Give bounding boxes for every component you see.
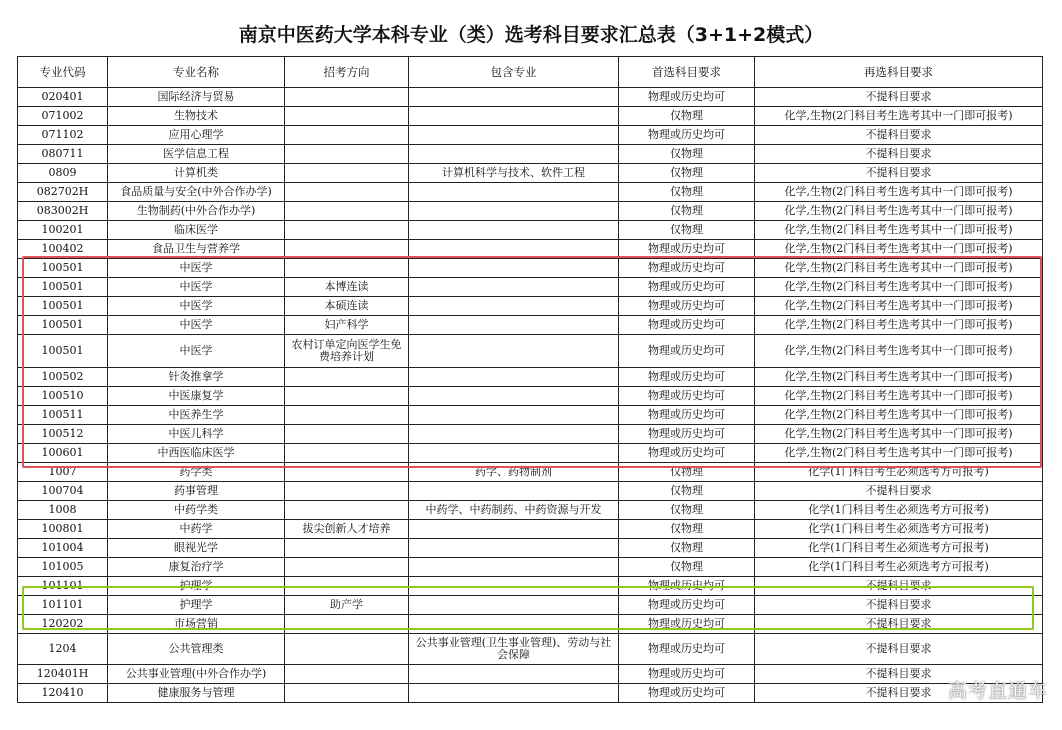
cell-direction <box>285 387 409 406</box>
cell-included-majors <box>409 88 619 107</box>
cell-direction: 本博连读 <box>285 278 409 297</box>
cell-code: 101004 <box>18 539 108 558</box>
cell-direction <box>285 145 409 164</box>
cell-code: 100501 <box>18 259 108 278</box>
cell-included-majors: 中药学、中药制药、中药资源与开发 <box>409 501 619 520</box>
cell-second-subject: 化学,生物(2门科目考生选考其中一门即可报考) <box>755 406 1043 425</box>
cell-code: 1008 <box>18 501 108 520</box>
cell-included-majors <box>409 278 619 297</box>
cell-included-majors <box>409 259 619 278</box>
cell-first-subject: 仅物理 <box>619 145 755 164</box>
cell-first-subject: 物理或历史均可 <box>619 596 755 615</box>
cell-code: 100502 <box>18 368 108 387</box>
header-major-name: 专业名称 <box>108 57 285 88</box>
cell-code: 1007 <box>18 463 108 482</box>
cell-included-majors: 药学、药物制剂 <box>409 463 619 482</box>
cell-included-majors <box>409 684 619 703</box>
cell-direction <box>285 88 409 107</box>
cell-second-subject: 化学,生物(2门科目考生选考其中一门即可报考) <box>755 107 1043 126</box>
cell-first-subject: 仅物理 <box>619 520 755 539</box>
cell-second-subject: 不提科目要求 <box>755 596 1043 615</box>
cell-direction: 助产学 <box>285 596 409 615</box>
table-row <box>18 202 1043 221</box>
cell-first-subject: 仅物理 <box>619 463 755 482</box>
cell-code: 082702H <box>18 183 108 202</box>
table-row <box>18 164 1043 183</box>
cell-major-name: 护理学 <box>108 577 285 596</box>
cell-code: 100511 <box>18 406 108 425</box>
cell-included-majors: 计算机科学与技术、软件工程 <box>409 164 619 183</box>
cell-code: 100512 <box>18 425 108 444</box>
cell-included-majors <box>409 145 619 164</box>
cell-direction <box>285 482 409 501</box>
header-code: 专业代码 <box>18 57 108 88</box>
table-row <box>18 539 1043 558</box>
cell-second-subject: 不提科目要求 <box>755 164 1043 183</box>
cell-code: 071002 <box>18 107 108 126</box>
cell-second-subject: 化学(1门科目考生必须选考方可报考) <box>755 558 1043 577</box>
table-row <box>18 558 1043 577</box>
cell-included-majors <box>409 425 619 444</box>
cell-major-name: 中医学 <box>108 278 285 297</box>
cell-second-subject: 化学,生物(2门科目考生选考其中一门即可报考) <box>755 259 1043 278</box>
cell-first-subject: 物理或历史均可 <box>619 634 755 665</box>
cell-second-subject: 不提科目要求 <box>755 88 1043 107</box>
cell-direction <box>285 501 409 520</box>
cell-major-name: 公共管理类 <box>108 634 285 665</box>
table-row <box>18 368 1043 387</box>
table-row <box>18 297 1043 316</box>
cell-major-name: 健康服务与管理 <box>108 684 285 703</box>
cell-major-name: 中医学 <box>108 297 285 316</box>
cell-code: 100501 <box>18 316 108 335</box>
table-row <box>18 316 1043 335</box>
cell-first-subject: 物理或历史均可 <box>619 665 755 684</box>
table-row <box>18 387 1043 406</box>
cell-direction <box>285 558 409 577</box>
cell-first-subject: 物理或历史均可 <box>619 368 755 387</box>
cell-code: 1204 <box>18 634 108 665</box>
cell-major-name: 生物制药(中外合作办学) <box>108 202 285 221</box>
cell-first-subject: 物理或历史均可 <box>619 425 755 444</box>
table-row <box>18 615 1043 634</box>
cell-second-subject: 化学,生物(2门科目考生选考其中一门即可报考) <box>755 297 1043 316</box>
cell-second-subject: 不提科目要求 <box>755 634 1043 665</box>
cell-direction <box>285 183 409 202</box>
cell-first-subject: 物理或历史均可 <box>619 335 755 368</box>
cell-second-subject: 化学,生物(2门科目考生选考其中一门即可报考) <box>755 316 1043 335</box>
cell-second-subject: 化学(1门科目考生必须选考方可报考) <box>755 539 1043 558</box>
cell-second-subject: 化学,生物(2门科目考生选考其中一门即可报考) <box>755 202 1043 221</box>
cell-major-name: 中医康复学 <box>108 387 285 406</box>
cell-major-name: 眼视光学 <box>108 539 285 558</box>
cell-code: 020401 <box>18 88 108 107</box>
table-row <box>18 501 1043 520</box>
table-row <box>18 482 1043 501</box>
cell-direction <box>285 634 409 665</box>
cell-first-subject: 物理或历史均可 <box>619 126 755 145</box>
cell-included-majors <box>409 558 619 577</box>
cell-direction <box>285 577 409 596</box>
cell-included-majors <box>409 596 619 615</box>
cell-second-subject: 不提科目要求 <box>755 145 1043 164</box>
cell-second-subject: 化学,生物(2门科目考生选考其中一门即可报考) <box>755 387 1043 406</box>
cell-code: 120401H <box>18 665 108 684</box>
cell-code: 100704 <box>18 482 108 501</box>
cell-first-subject: 物理或历史均可 <box>619 577 755 596</box>
cell-major-name: 计算机类 <box>108 164 285 183</box>
cell-included-majors <box>409 240 619 259</box>
cell-direction <box>285 539 409 558</box>
cell-direction <box>285 615 409 634</box>
cell-major-name: 医学信息工程 <box>108 145 285 164</box>
cell-major-name: 中药学 <box>108 520 285 539</box>
table-row <box>18 145 1043 164</box>
cell-code: 100501 <box>18 297 108 316</box>
table-row <box>18 240 1043 259</box>
cell-included-majors <box>409 577 619 596</box>
cell-direction <box>285 684 409 703</box>
cell-second-subject: 不提科目要求 <box>755 126 1043 145</box>
cell-code: 100501 <box>18 335 108 368</box>
cell-first-subject: 物理或历史均可 <box>619 387 755 406</box>
cell-direction <box>285 463 409 482</box>
cell-major-name: 临床医学 <box>108 221 285 240</box>
cell-direction <box>285 368 409 387</box>
table-row <box>18 259 1043 278</box>
cell-second-subject: 化学,生物(2门科目考生选考其中一门即可报考) <box>755 444 1043 463</box>
cell-included-majors <box>409 665 619 684</box>
cell-major-name: 中医学 <box>108 316 285 335</box>
cell-code: 101101 <box>18 577 108 596</box>
cell-direction: 本硕连读 <box>285 297 409 316</box>
cell-code: 100402 <box>18 240 108 259</box>
cell-first-subject: 物理或历史均可 <box>619 240 755 259</box>
cell-included-majors <box>409 615 619 634</box>
cell-first-subject: 物理或历史均可 <box>619 88 755 107</box>
cell-first-subject: 仅物理 <box>619 202 755 221</box>
cell-direction <box>285 259 409 278</box>
cell-first-subject: 仅物理 <box>619 221 755 240</box>
cell-included-majors <box>409 335 619 368</box>
cell-code: 101101 <box>18 596 108 615</box>
table-row <box>18 665 1043 684</box>
cell-major-name: 食品卫生与营养学 <box>108 240 285 259</box>
table-row <box>18 88 1043 107</box>
header-second-subject: 再选科目要求 <box>755 57 1043 88</box>
cell-second-subject: 化学,生物(2门科目考生选考其中一门即可报考) <box>755 240 1043 259</box>
cell-direction <box>285 164 409 183</box>
cell-direction <box>285 221 409 240</box>
cell-second-subject: 不提科目要求 <box>755 684 1043 703</box>
cell-second-subject: 化学(1门科目考生必须选考方可报考) <box>755 463 1043 482</box>
cell-direction <box>285 425 409 444</box>
cell-major-name: 生物技术 <box>108 107 285 126</box>
cell-included-majors <box>409 482 619 501</box>
cell-first-subject: 仅物理 <box>619 107 755 126</box>
cell-second-subject: 不提科目要求 <box>755 615 1043 634</box>
cell-first-subject: 仅物理 <box>619 501 755 520</box>
cell-first-subject: 物理或历史均可 <box>619 444 755 463</box>
table-row <box>18 107 1043 126</box>
cell-first-subject: 仅物理 <box>619 558 755 577</box>
cell-direction <box>285 107 409 126</box>
table-row <box>18 221 1043 240</box>
header-first-subject: 首选科目要求 <box>619 57 755 88</box>
cell-direction <box>285 240 409 259</box>
cell-first-subject: 仅物理 <box>619 183 755 202</box>
cell-code: 071102 <box>18 126 108 145</box>
cell-direction: 妇产科学 <box>285 316 409 335</box>
watermark: 高考直通车 <box>947 680 1048 702</box>
table-row <box>18 425 1043 444</box>
cell-included-majors <box>409 297 619 316</box>
cell-major-name: 中医儿科学 <box>108 425 285 444</box>
table-header-row <box>18 57 1043 88</box>
cell-first-subject: 仅物理 <box>619 539 755 558</box>
cell-second-subject: 化学,生物(2门科目考生选考其中一门即可报考) <box>755 425 1043 444</box>
cell-first-subject: 物理或历史均可 <box>619 316 755 335</box>
cell-included-majors <box>409 539 619 558</box>
cell-first-subject: 物理或历史均可 <box>619 406 755 425</box>
cell-code: 0809 <box>18 164 108 183</box>
cell-first-subject: 仅物理 <box>619 164 755 183</box>
table-row <box>18 577 1043 596</box>
cell-major-name: 国际经济与贸易 <box>108 88 285 107</box>
cell-second-subject: 化学,生物(2门科目考生选考其中一门即可报考) <box>755 368 1043 387</box>
cell-code: 100601 <box>18 444 108 463</box>
cell-direction <box>285 126 409 145</box>
cell-second-subject: 化学(1门科目考生必须选考方可报考) <box>755 501 1043 520</box>
cell-code: 120410 <box>18 684 108 703</box>
cell-major-name: 护理学 <box>108 596 285 615</box>
cell-major-name: 中医学 <box>108 335 285 368</box>
table-row <box>18 596 1043 615</box>
table-row <box>18 634 1043 665</box>
cell-included-majors <box>409 316 619 335</box>
cell-included-majors: 公共事业管理(卫生事业管理)、劳动与社会保障 <box>409 634 619 665</box>
table-row <box>18 335 1043 368</box>
cell-major-name: 中西医临床医学 <box>108 444 285 463</box>
cell-direction: 拔尖创新人才培养 <box>285 520 409 539</box>
cell-first-subject: 物理或历史均可 <box>619 684 755 703</box>
cell-major-name: 中药学类 <box>108 501 285 520</box>
cell-second-subject: 化学,生物(2门科目考生选考其中一门即可报考) <box>755 335 1043 368</box>
cell-second-subject: 不提科目要求 <box>755 482 1043 501</box>
table-row <box>18 126 1043 145</box>
table-row <box>18 444 1043 463</box>
cell-code: 083002H <box>18 202 108 221</box>
table-row <box>18 463 1043 482</box>
cell-code: 101005 <box>18 558 108 577</box>
cell-direction <box>285 444 409 463</box>
header-included-majors: 包含专业 <box>409 57 619 88</box>
cell-first-subject: 物理或历史均可 <box>619 297 755 316</box>
cell-included-majors <box>409 368 619 387</box>
cell-major-name: 药事管理 <box>108 482 285 501</box>
table-row <box>18 278 1043 297</box>
cell-code: 100510 <box>18 387 108 406</box>
cell-first-subject: 物理或历史均可 <box>619 615 755 634</box>
cell-included-majors <box>409 183 619 202</box>
cell-included-majors <box>409 406 619 425</box>
cell-major-name: 市场营销 <box>108 615 285 634</box>
cell-major-name: 中医养生学 <box>108 406 285 425</box>
cell-code: 100801 <box>18 520 108 539</box>
cell-major-name: 中医学 <box>108 259 285 278</box>
cell-second-subject: 化学,生物(2门科目考生选考其中一门即可报考) <box>755 278 1043 297</box>
subject-requirements-table <box>17 56 1043 703</box>
cell-direction: 农村订单定向医学生免费培养计划 <box>285 335 409 368</box>
cell-second-subject: 化学,生物(2门科目考生选考其中一门即可报考) <box>755 221 1043 240</box>
cell-second-subject: 不提科目要求 <box>755 577 1043 596</box>
cell-direction <box>285 202 409 221</box>
cell-major-name: 药学类 <box>108 463 285 482</box>
cell-major-name: 公共事业管理(中外合作办学) <box>108 665 285 684</box>
cell-included-majors <box>409 387 619 406</box>
cell-major-name: 食品质量与安全(中外合作办学) <box>108 183 285 202</box>
cell-major-name: 针灸推拿学 <box>108 368 285 387</box>
cell-code: 100501 <box>18 278 108 297</box>
cell-second-subject: 化学,生物(2门科目考生选考其中一门即可报考) <box>755 183 1043 202</box>
cell-code: 100201 <box>18 221 108 240</box>
cell-major-name: 应用心理学 <box>108 126 285 145</box>
cell-included-majors <box>409 107 619 126</box>
cell-code: 120202 <box>18 615 108 634</box>
cell-second-subject: 化学(1门科目考生必须选考方可报考) <box>755 520 1043 539</box>
cell-first-subject: 仅物理 <box>619 482 755 501</box>
cell-second-subject: 不提科目要求 <box>755 665 1043 684</box>
cell-included-majors <box>409 221 619 240</box>
cell-code: 080711 <box>18 145 108 164</box>
table-body <box>18 88 1043 703</box>
cell-direction <box>285 665 409 684</box>
table-row <box>18 406 1043 425</box>
cell-included-majors <box>409 520 619 539</box>
table-row <box>18 183 1043 202</box>
cell-first-subject: 物理或历史均可 <box>619 259 755 278</box>
cell-first-subject: 物理或历史均可 <box>619 278 755 297</box>
cell-included-majors <box>409 444 619 463</box>
page-title: 南京中医药大学本科专业（类）选考科目要求汇总表（3+1+2模式） <box>238 24 824 46</box>
cell-included-majors <box>409 202 619 221</box>
cell-major-name: 康复治疗学 <box>108 558 285 577</box>
cell-included-majors <box>409 126 619 145</box>
table-row <box>18 684 1043 703</box>
table-row <box>18 520 1043 539</box>
header-direction: 招考方向 <box>285 57 409 88</box>
cell-direction <box>285 406 409 425</box>
